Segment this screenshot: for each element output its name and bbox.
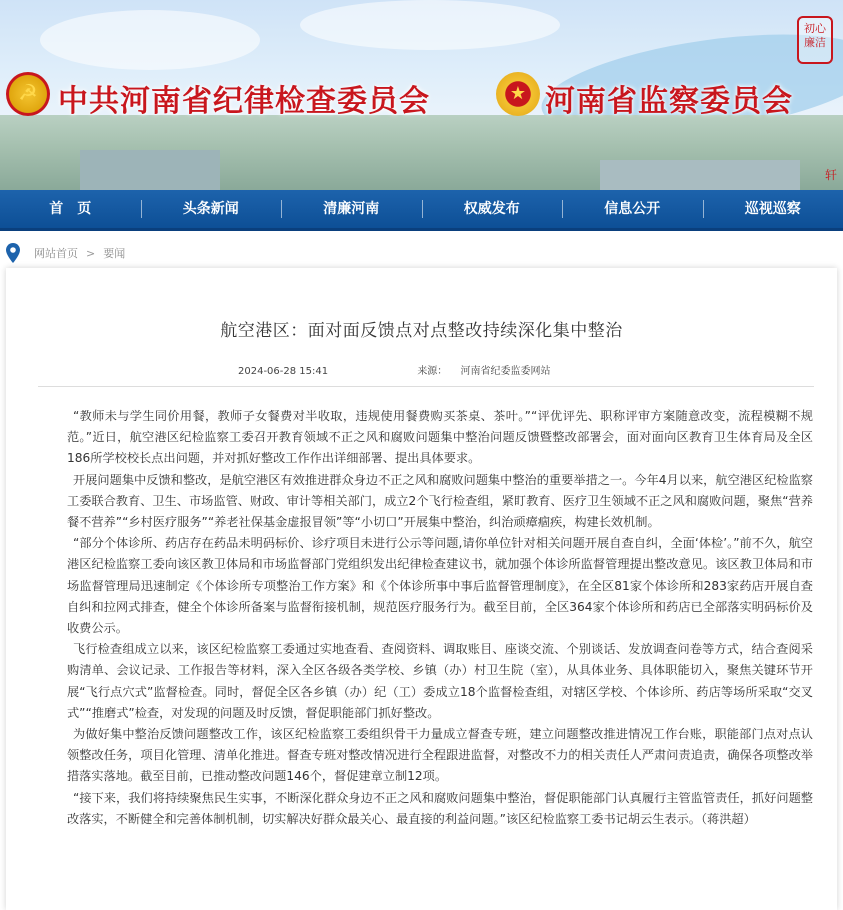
breadcrumb-home-link[interactable]: 网站首页: [34, 247, 78, 260]
article-datetime: 2024-06-28 15:41: [238, 366, 329, 377]
title-divider: [38, 386, 814, 387]
location-pin-icon: [6, 243, 20, 263]
banner-cloud: [300, 0, 560, 50]
article-source-label: 来源：: [417, 366, 448, 377]
banner-buildings: [600, 160, 800, 190]
main-nav: [0, 190, 843, 231]
site-banner: [0, 0, 843, 190]
article-container: [6, 268, 837, 910]
party-emblem-icon: ☭: [6, 72, 50, 116]
article-paragraph: 开展问题集中反馈和整改，是航空港区有效推进群众身边不正之风和腐败问题集中整治的重要举措之一。今年4月以来，航空港区纪检监察工委联合教育、卫生、市场监管、财政、审计等相关部门，成立2个飞行检查组，紧盯教育、医疗卫生领域不正之风和腐败问题，聚焦“营养餐不营养”“乡村医疗服务”“养老社保基金虚报冒领”等“小切口”开展集中整治，纠治顽瘴痼疾，构建长效机制。: [67, 472, 813, 530]
article-paragraph: 为做好集中整治反馈问题整改工作，该区纪检监察工委组织骨干力量成立督查专班，建立问题整改推进情况工作台账，职能部门点对点认领整改任务，项目化管理、清单化推进。督查专班对整改情况进行全程跟进监督，对整改不力的相关责任人严肃问责追责，确保各项整改举措落实落地。截至目前，已推动整改问题146个，督促建章立制12项。: [67, 727, 813, 784]
site-title-right: 河南省监察委员会: [545, 84, 793, 119]
seal-stamp: 初心廉洁: [797, 16, 833, 64]
site-title-left: 中共河南省纪律检查委员会: [58, 84, 430, 119]
corner-char: 轩: [824, 168, 837, 182]
banner-buildings: [80, 150, 220, 190]
nav-item-headlines[interactable]: 头条新闻: [141, 190, 282, 228]
article-paragraph: 飞行检查组成立以来，该区纪检监察工委通过实地查看、查阅资料、调取账目、座谈交流、个别谈话、发放调查问卷等方式，结合查阅采购清单、会议记录、工作报告等材料，深入全区各级各类学校、乡镇（办）村卫生院（室），从具体业务、具体职能切入，聚焦关键环节开展“飞行点穴式”监督检查。同时，督促全区各乡镇（办）纪（工）委成立18个监督检查组，对辖区学校、个体诊所、药店等场所采取“交叉式”“推磨式”检查，对发现的问题及时反馈，督促职能部门抓好整改。: [67, 642, 813, 720]
breadcrumb-current[interactable]: 要闻: [103, 247, 126, 260]
article-source: 河南省纪委监委网站: [460, 366, 551, 377]
nav-item-info-disclosure[interactable]: 信息公开: [562, 190, 703, 228]
breadcrumb: [6, 243, 125, 263]
nav-item-inspection[interactable]: 巡视巡察: [703, 190, 843, 228]
nav-item-clean-henan[interactable]: 清廉河南: [281, 190, 422, 228]
article-paragraph: “接下来，我们将持续聚焦民生实事，不断深化群众身边不正之风和腐败问题集中整治，督促职能部门认真履行主管监管责任，抓好问题整改落实，不断健全和完善体制机制，切实解决好群众最关心、最直接的利益问题。”该区纪检监察工委书记胡云生表示。（蒋洪超）: [67, 790, 813, 826]
article-paragraph: “教师未与学生同价用餐，教师子女餐费对半收取，违规使用餐费购买茶桌、茶叶。”“评优评先、职称评审方案随意改变，流程模糊不规范。”近日，航空港区纪检监察工委召开教育领域不正之风和腐败问题集中整治问题反馈暨整改部署会，面对面向区教育卫生体育局及全区186所学校校长点出问题，并对抓好整改工作作出详细部署、提出具体要求。: [67, 409, 813, 466]
banner-cloud: [40, 10, 260, 70]
article-body: [67, 406, 813, 830]
breadcrumb-separator: >: [86, 246, 96, 260]
nav-item-official-release[interactable]: 权威发布: [422, 190, 563, 228]
article-paragraph: “部分个体诊所、药店存在药品未明码标价、诊疗项目未进行公示等问题,请你单位针对相关问题开展自查自纠，全面‘体检’。”前不久，航空港区纪检监察工委向该区教卫体局和市场监督部门党组织发出纪律检查建议书，就加强个体诊所监督管理提出整改意见。该区教卫体局和市场监督管理局迅速制定《个体诊所专项整治工作方案》和《个体诊所事中事后监督管理制度》，在全区81家个体诊所和283家药店开展自查自纠和拉网式排查，健全个体诊所备案与监督衔接机制，规范医疗服务行为。截至目前，全区364家个体诊所和药店已全部落实明码标价及收费公示。: [67, 536, 813, 636]
nav-item-home[interactable]: 首 页: [49, 201, 92, 217]
article-title: 航空港区：面对面反馈点对点整改持续深化集中整治: [220, 321, 623, 341]
national-emblem-icon: ★: [496, 72, 540, 116]
article-meta: [238, 362, 551, 377]
